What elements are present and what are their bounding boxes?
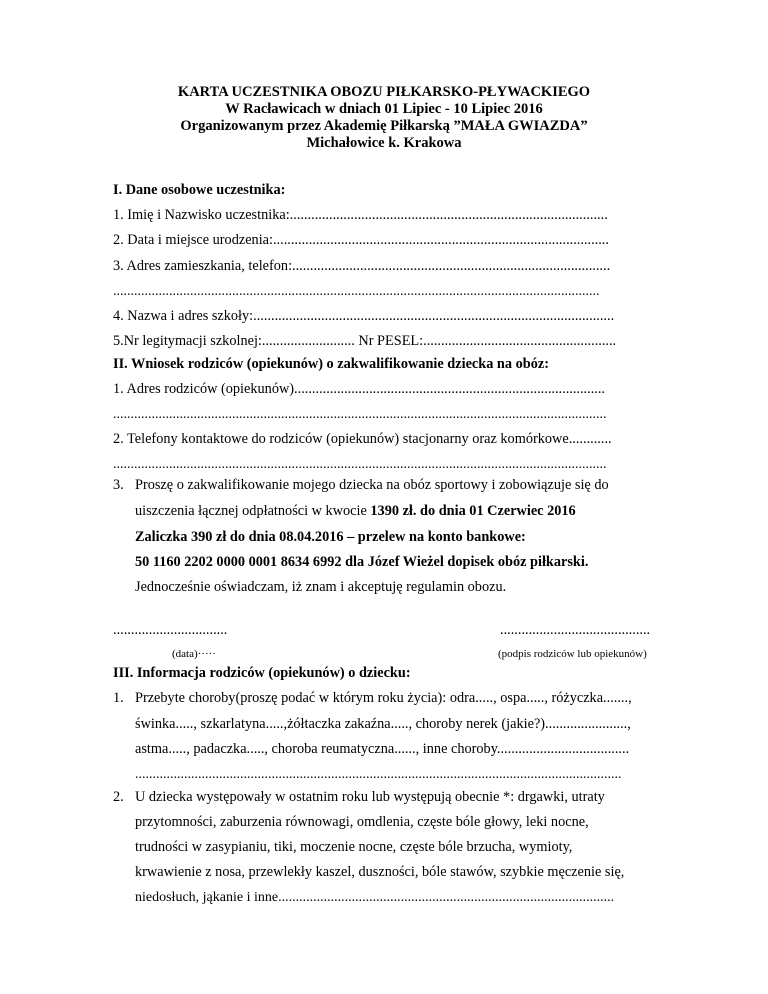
header-title: KARTA UCZESTNIKA OBOZU PIŁKARSKO-PŁYWACKIEGO — [177, 84, 591, 100]
field-address-continued: ........................................................................................................................................... — [113, 284, 600, 299]
field-id-pesel: 5.Nr legitymacji szkolnej:.......................... Nr PESEL:...................................................... — [113, 333, 617, 349]
parent-signature-line: .......................................... — [500, 622, 651, 638]
document-header — [0, 84, 768, 152]
field-parents-phone: 2. Telefony kontaktowe do rodziców (opiekunów) stacjonarny oraz komórkowe............ — [113, 431, 612, 447]
item-3-number: 3. — [113, 477, 124, 493]
symptoms-line-1: U dziecka występowały w ostatnim roku lub występują obecnie *: drgawki, utraty — [135, 789, 605, 805]
field-parents-address-continued: ............................................................................................................................................. — [113, 407, 607, 422]
rules-acceptance: Jednocześnie oświadczam, iż znam i akceptuję regulamin obozu. — [135, 579, 507, 595]
date-signature-line: ................................ — [113, 622, 228, 638]
illnesses-line-2: świnka....., szkarlatyna.....,żółtaczka zakaźna....., choroby nerek (jakie?)......................., — [135, 716, 631, 732]
header-organizer: Organizowanym przez Akademię Piłkarską ”MAŁA GWIAZDA” — [180, 118, 588, 134]
bank-account-line: 50 1160 2202 0000 0001 8634 6992 dla Józef Wieżel dopisek obóz piłkarski. — [135, 554, 589, 570]
symptoms-line-5: niedosłuch, jąkanie i inne................................................................................................ — [135, 890, 615, 905]
symptoms-line-2: przytomności, zaburzenia równowagi, omdlenia, częste bóle głowy, leki nocne, — [135, 814, 589, 830]
symptoms-line-4: krwawienie z nosa, przewlekły kaszel, duszności, bóle stawów, szybkie męczenie się, — [135, 864, 625, 880]
symptoms-line-3: trudności w zasypianiu, tiki, moczenie nocne, częste bóle brzucha, wymioty, — [135, 839, 573, 855]
item-1-number: 1. — [113, 690, 124, 706]
header-dates: W Racławicach w dniach 01 Lipiec - 10 Lipiec 2016 — [225, 101, 543, 117]
deposit-line: Zaliczka 390 zł do dnia 08.04.2016 – przelew na konto bankowe: — [135, 529, 526, 545]
parent-signature-label: (podpis rodziców lub opiekunów) — [498, 648, 647, 660]
field-name: 1. Imię i Nazwisko uczestnika:......................................................................................... — [113, 207, 608, 223]
field-address: 3. Adres zamieszkania, telefon:......................................................................................... — [113, 258, 611, 274]
qualification-request: Proszę o zakwalifikowanie mojego dziecka na obóz sportowy i zobowiązuje się do — [135, 477, 609, 493]
field-birth: 2. Data i miejsce urodzenia:.............................................................................................. — [113, 232, 609, 248]
illnesses-line-4: ........................................................................................................................................... — [135, 767, 622, 782]
field-school: 4. Nazwa i adres szkoły:..................................................................................................... — [113, 308, 615, 324]
illnesses-line-3: astma....., padaczka....., choroba reumatyczna......, inne choroby..................................... — [135, 741, 630, 757]
payment-text: uiszczenia łącznej odpłatności w kwocie — [135, 503, 371, 519]
illnesses-line-1: Przebyte choroby(proszę podać w którym roku życia): odra....., ospa....., różyczka......., — [135, 690, 632, 706]
payment-amount-deadline: 1390 zł. do dnia 01 Czerwiec 2016 — [370, 503, 576, 519]
date-label: (data)····· — [172, 648, 216, 660]
field-parents-address: 1. Adres rodziców (opiekunów)....................................................................................... — [113, 381, 606, 397]
field-parents-phone-continued: ............................................................................................................................................. — [113, 457, 607, 472]
section-3-title: III. Informacja rodziców (opiekunów) o dziecku: — [113, 665, 411, 681]
section-2-title: II. Wniosek rodziców (opiekunów) o zakwalifikowanie dziecka na obóz: — [113, 356, 549, 372]
section-1-title: I. Dane osobowe uczestnika: — [113, 182, 286, 198]
header-location: Michałowice k. Krakowa — [306, 135, 462, 151]
item-2-number: 2. — [113, 789, 124, 805]
payment-line — [135, 503, 576, 520]
